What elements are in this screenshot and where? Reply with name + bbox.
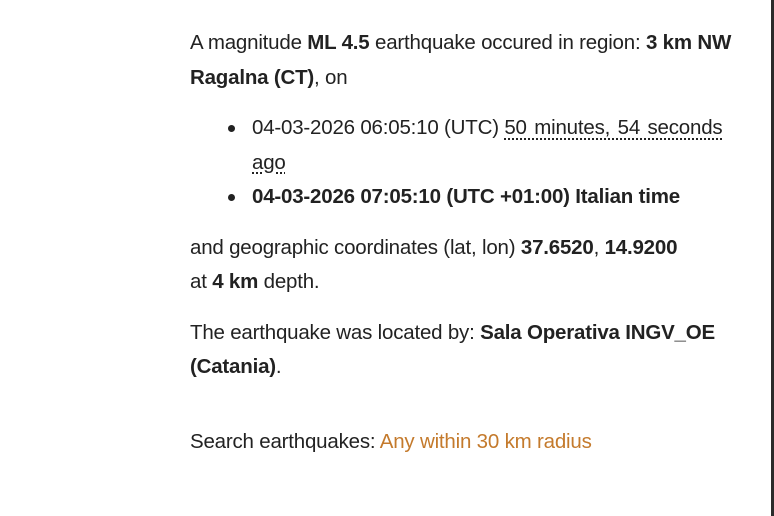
located-by-prefix: The earthquake was located by: (190, 320, 481, 344)
locating-agency: Sala Operativa INGV_OE (Catania) (190, 320, 715, 378)
longitude-value: 14.9200 (604, 235, 678, 259)
intro-paragraph (190, 26, 745, 95)
local-time-value: 04-03-2026 07:05:10 (UTC +01:00) Italian time (252, 185, 680, 208)
magnitude-value: ML 4.5 (307, 31, 370, 54)
intro-prefix: A magnitude (190, 31, 308, 54)
event-time-list (190, 111, 745, 215)
coordinates-paragraph (190, 231, 745, 300)
search-radius-link[interactable]: Any within 30 km radius (379, 429, 592, 453)
coordinates-prefix: and geographic coordinates (lat, lon) (190, 235, 521, 259)
bullet-icon (228, 125, 235, 132)
region-name: 3 km NW Ragalna (CT) (190, 31, 732, 89)
depth-value: 4 km (212, 270, 259, 293)
intro-middle: earthquake occured in region: (369, 31, 646, 54)
earthquake-description (190, 26, 745, 459)
intro-suffix: , on (314, 65, 348, 89)
located-by-paragraph (190, 316, 745, 385)
utc-time-item (252, 111, 745, 180)
latitude-value: 37.6520 (520, 235, 594, 259)
located-by-suffix: . (275, 355, 282, 378)
bullet-icon (228, 194, 235, 201)
search-paragraph (190, 425, 745, 460)
depth-prefix: at (190, 270, 213, 293)
coordinates-separator: , (593, 235, 605, 259)
local-time-item (252, 180, 745, 215)
utc-time-value: 04-03-2026 06:05:10 (UTC) (252, 116, 499, 139)
search-label: Search earthquakes: (190, 429, 380, 453)
elapsed-time: 50 minutes, 54 seconds ago (252, 116, 723, 174)
depth-suffix: depth. (258, 270, 320, 293)
